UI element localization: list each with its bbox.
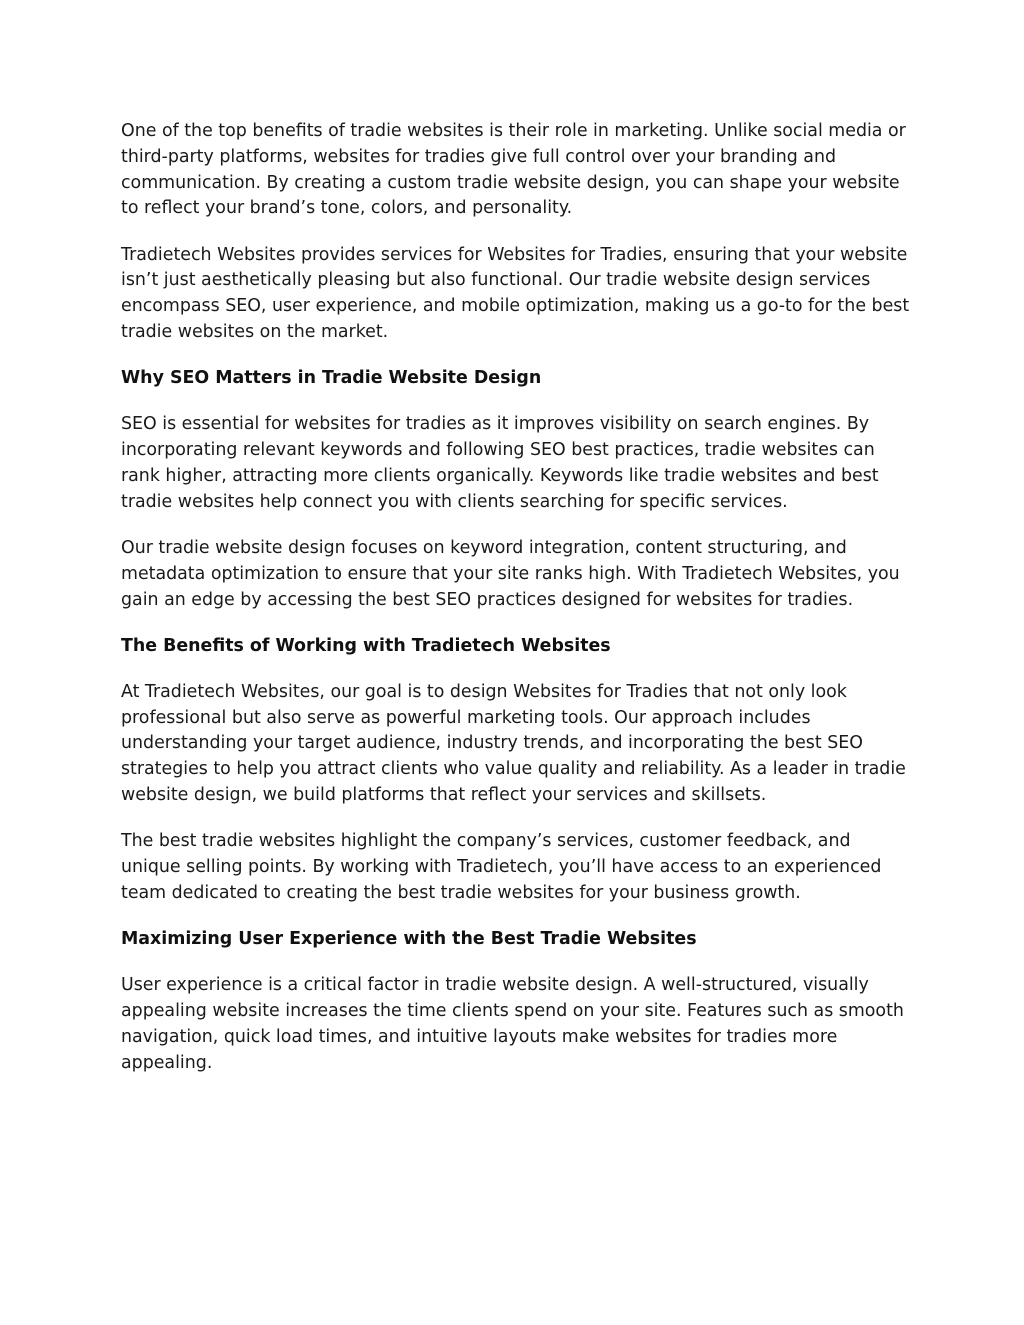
paragraph-tradietech-services: Tradietech Websites provides services for Websites for Tradies, ensuring that your website isn’t just aesthetically pleasing but also functional. Our tradie website design services encompass SEO, user experience, and mobile optimization, making us a go-to for the best tradie websites on the market. — [121, 244, 910, 342]
heading-user-experience: Maximizing User Experience with the Best Tradie Websites — [121, 929, 697, 950]
paragraph-tradietech-goal: At Tradietech Websites, our goal is to design Websites for Tradies that not only look professional but also serve as powerful marketing tools. Our approach includes understanding your target audience, industry trends, and incorporating the best SEO strategies to help you attract clients who value quality and reliability. As a leader in tradie website design, we build platforms that reflect your services and skillsets. — [121, 681, 906, 806]
document-page — [121, 119, 911, 1097]
heading-benefits-tradietech: The Benefits of Working with Tradietech Websites — [121, 635, 611, 656]
paragraph-user-experience: User experience is a critical factor in tradie website design. A well-structured, visually appealing website increases the time clients spend on your site. Features such as smooth navigation, quick load times, and intuitive layouts make websites for tradies more appealing. — [121, 975, 904, 1073]
paragraph-best-websites: The best tradie websites highlight the company’s services, customer feedback, and unique selling points. By working with Tradietech, you’ll have access to an experienced team dedicated to creating the best tradie websites for your business growth. — [121, 831, 882, 903]
paragraph-seo-essential: SEO is essential for websites for tradies as it improves visibility on search engines. By incorporating relevant keywords and following SEO best practices, tradie websites can rank higher, attracting more clients organically. Keywords like tradie websites and best tradie websites help connect you with clients searching for specific services. — [121, 414, 879, 512]
heading-why-seo-matters: Why SEO Matters in Tradie Website Design — [121, 368, 542, 389]
paragraph-marketing-benefits: One of the top benefits of tradie websites is their role in marketing. Unlike social media or third-party platforms, websites for tradies give full control over your branding and communication. By creating a custom tradie website design, you can shape your website to reflect your brand’s tone, colors, and personality. — [121, 121, 906, 219]
paragraph-seo-focus: Our tradie website design focuses on keyword integration, content structuring, and metadata optimization to ensure that your site ranks high. With Tradietech Websites, you gain an edge by accessing the best SEO practices designed for websites for tradies. — [121, 537, 900, 610]
